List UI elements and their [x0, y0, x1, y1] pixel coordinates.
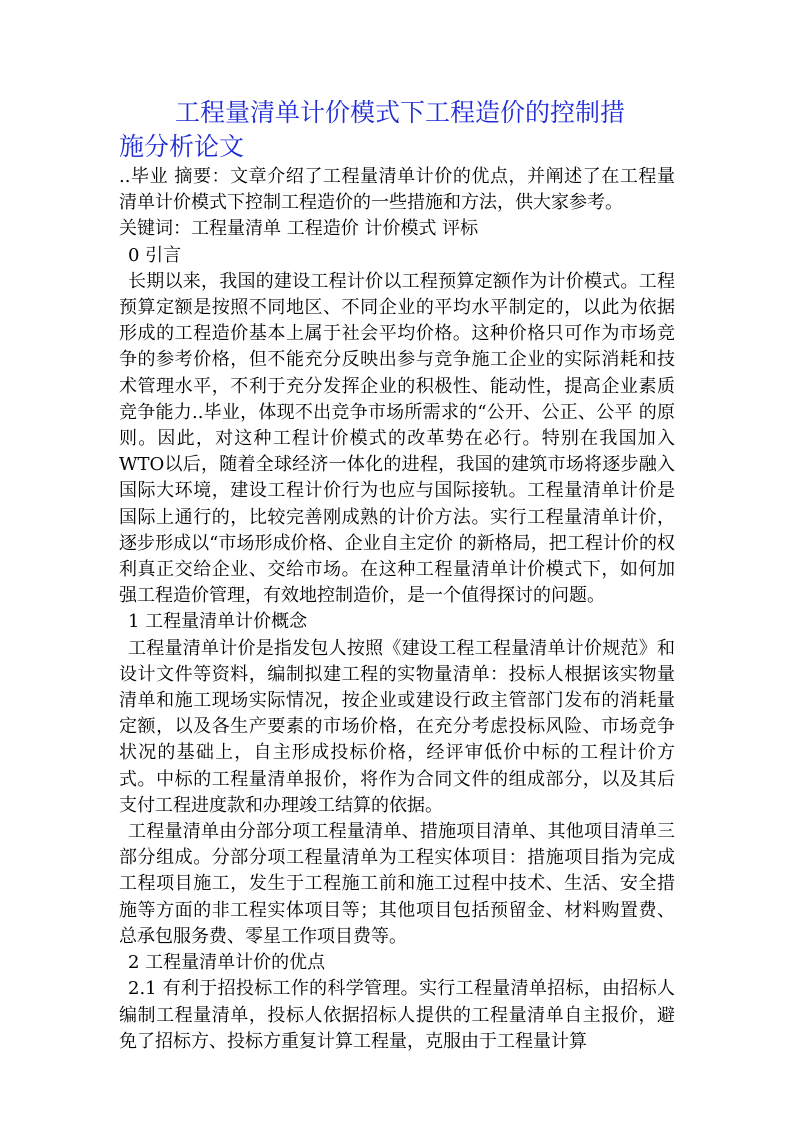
- section-1-paragraph-1: 工程量清单计价是指发包人按照《建设工程工程量清单计价规范》和设计文件等资料，编制拟建工程的实物量清单：投标人根据该实物量清单和施工现场实际情况，按企业或建设行政主管部门发布的消耗量定额，以及各生产要素的市场价格，在充分考虑投标风险、市场竞争状况的基础上，自主形成投标价格，经评审低价中标的工程计价方式。中标的工程量清单报价，将作为合同文件的组成部分，以及其后支付工程进度款和办理竣工结算的依据。: [119, 637, 675, 816]
- section-0-paragraph: 长期以来，我国的建设工程计价以工程预算定额作为计价模式。工程预算定额是按照不同地区、不同企业的平均水平制定的，以此为依据形成的工程造价基本上属于社会平均价格。这种价格只可作为市场竞争的参考价格，但不能充分反映出参与竞争施工企业的实际消耗和技术管理水平，不利于充分发挥企业的积极性、能动性，提高企业素质竞争能力..毕业，体现不出竞争市场所需求的“公开、公正、公平 的原则。因此，对这种工程计价模式的改革势在必行。特别在我国加入WTO以后，随着全球经济一体化的进程，我国的建筑市场将逐步融入国际大环境，建设工程计价行为也应与国际接轨。工程量清单计价是国际上通行的，比较完善刚成熟的计价方法。实行工程量清单计价，逐步形成以“市场形成价格、企业自主定价 的新格局，把工程计价的权利真正交给企业、交给市场。在这种工程量清单计价模式下，如何加强工程造价管理，有效地控制造价，是一个值得探讨的问题。: [119, 270, 675, 607]
- title-line-1: 工程量清单计价模式下工程造价的控制措: [175, 98, 626, 127]
- keywords-line: 关键词：工程量清单 工程造价 计价模式 评标: [119, 218, 479, 240]
- section-1-paragraph-2: 工程量清单由分部分项工程量清单、措施项目清单、其他项目清单三部分组成。分部分项工程量清单为工程实体项目：措施项目指为完成工程项目施工，发生于工程施工前和施工过程中技术、生活、安全措施等方面的非工程实体项目等；其他项目包括预留金、材料购置费、总承包服务费、零星工作项目费等。: [119, 821, 675, 947]
- section-2-1-paragraph: 2.1 有利于招投标工作的科学管理。实行工程量清单招标，由招标人编制工程量清单，投标人依据招标人提供的工程量清单自主报价，避免了招标方、投标方重复计算工程量，克服由于工程量计算: [119, 978, 675, 1052]
- section-2-heading: 2 工程量清单计价的优点: [128, 952, 326, 974]
- section-1-heading: 1 工程量清单计价概念: [128, 611, 308, 633]
- document-title: [119, 96, 675, 164]
- title-line-2: 施分析论文: [119, 132, 245, 161]
- document-body: [119, 96, 675, 1055]
- section-0-heading: 0 引言: [128, 244, 182, 266]
- abstract-paragraph: ..毕业 摘要：文章介绍了工程量清单计价的优点，并阐述了在工程量清单计价模式下控制工程造价的一些措施和方法，供大家参考。: [119, 166, 675, 214]
